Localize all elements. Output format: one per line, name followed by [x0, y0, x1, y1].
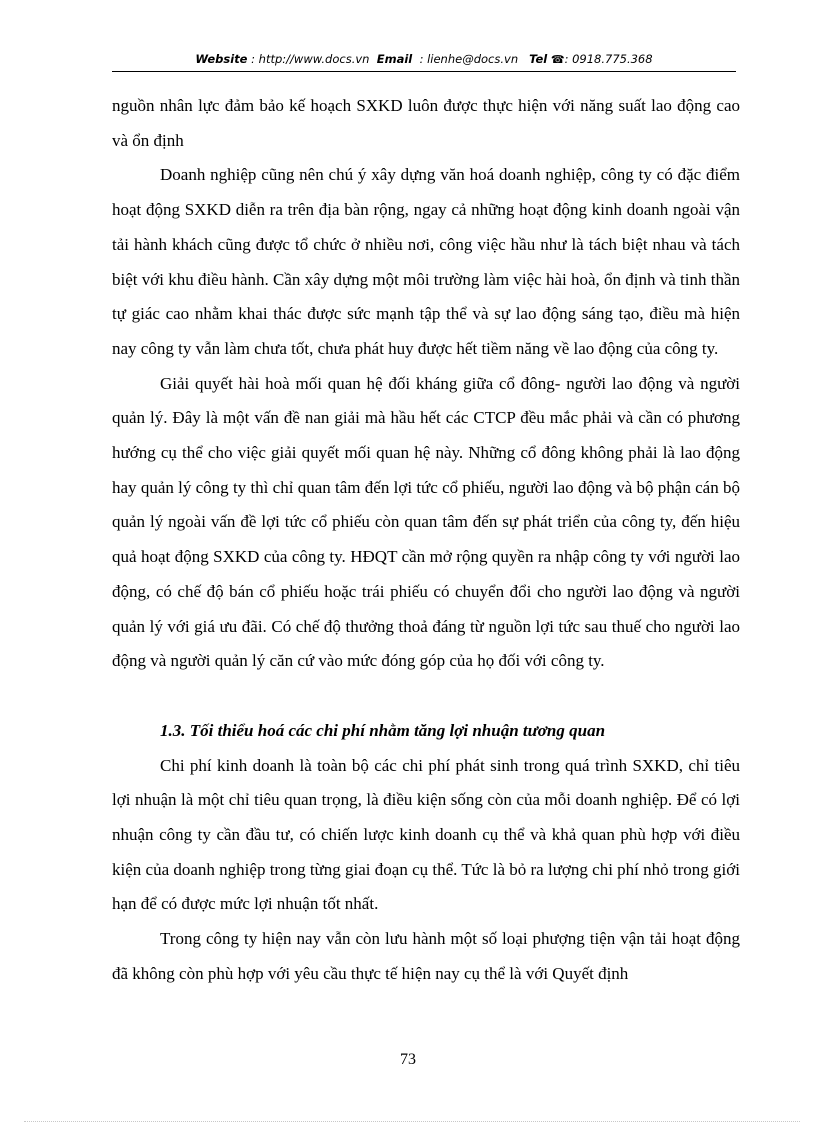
tel-label: Tel	[529, 52, 548, 66]
document-body	[112, 89, 740, 992]
section-heading: 1.3. Tối thiểu hoá các chi phí nhằm tăng lợi nhuận tương quan	[160, 720, 606, 740]
website-url: : http://www.docs.vn	[251, 52, 370, 66]
paragraph-continuation: nguồn nhân lực đảm bảo kế hoạch SXKD luôn được thực hiện với năng suất lao động cao và ổn định	[112, 96, 740, 150]
email-address: : lienhe@docs.vn	[419, 52, 519, 66]
tel-number: : 0918.775.368	[564, 52, 653, 66]
paragraph-corporate-culture: Doanh nghiệp cũng nên chú ý xây dựng văn hoá doanh nghiệp, công ty có đặc điểm hoạt động SXKD diễn ra trên địa bàn rộng, ngay cả những hoạt động kinh doanh ngoài vận tải hành khách cũng được tổ chức ở nhiều nơi, công việc hầu như là tách biệt nhau và tách biệt với khu điều hành. Cần xây dựng một môi trường làm việc hài hoà, ổn định và tinh thần tự giác cao nhằm khai thác được sức mạnh tập thể và sự lao động sáng tạo, điều mà hiện nay công ty vẫn làm chưa tốt, chưa phát huy được hết tiềm năng về lao động của công ty.	[112, 165, 740, 358]
paragraph-shareholder-relations: Giải quyết hài hoà mối quan hệ đối kháng giữa cổ đông- người lao động và người quản lý. Đây là một vấn đề nan giải mà hầu hết các CTCP đều mắc phải và cần có phương hướng cụ thể cho việc giải quyết mối quan hệ này. Những cổ đông không phải là lao động hay quản lý công ty thì chỉ quan tâm đến lợi tức cổ phiếu, người lao động và bộ phận cán bộ quản lý ngoài vấn đề lợi tức cổ phiếu còn quan tâm đến sự phát triển của công ty, đến hiệu quả hoạt động SXKD của công ty. HĐQT cần mở rộng quyền ra nhập công ty với người lao động, có chế độ bán cổ phiếu hoặc trái phiếu có chuyển đổi cho người lao động và người quản lý với giá ưu đãi. Có chế độ thưởng thoả đáng từ nguồn lợi tức sau thuế cho người lao động và người quản lý căn cứ vào mức đóng góp của họ đối với công ty.	[112, 373, 740, 671]
email-label: Email	[376, 52, 413, 66]
page-header	[112, 49, 736, 71]
footer-divider	[24, 1121, 800, 1122]
phone-icon: ☎	[550, 53, 565, 66]
page-number: 73	[400, 1051, 416, 1068]
website-label: Website	[195, 52, 248, 66]
paragraph-transport-vehicles: Trong công ty hiện nay vẫn còn lưu hành một số loại phượng tiện vận tải hoạt động đã không còn phù hợp với yêu cầu thực tế hiện nay cụ thể là với Quyết định	[112, 929, 740, 983]
header-divider	[112, 71, 736, 72]
paragraph-business-costs: Chi phí kinh doanh là toàn bộ các chi phí phát sinh trong quá trình SXKD, chỉ tiêu lợi nhuận là một chỉ tiêu quan trọng, là điều kiện sống còn của mỗi doanh nghiệp. Để có lợi nhuận công ty cần đầu tư, có chiến lược kinh doanh cụ thể và khả quan phù hợp với điều kiện của doanh nghiệp trong từng giai đoạn cụ thể. Tức là bỏ ra lượng chi phí nhỏ trong giới hạn để có được mức lợi nhuận tốt nhất.	[112, 755, 740, 914]
